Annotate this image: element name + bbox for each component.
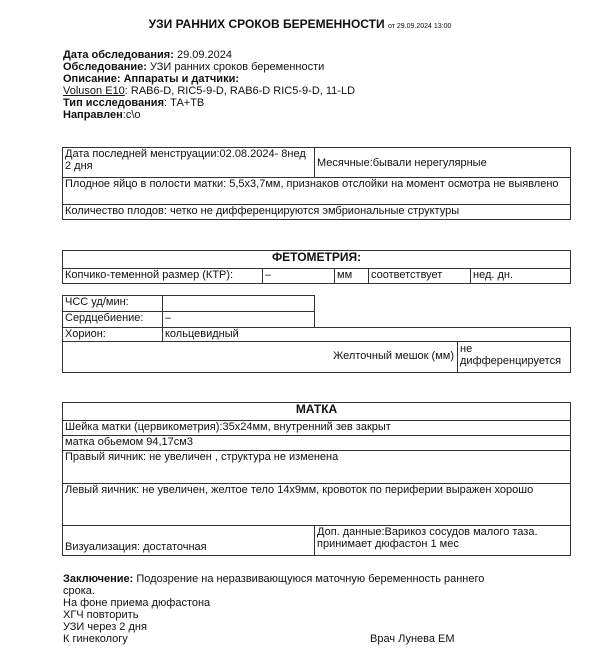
conclusion-line-4: ХГЧ повторить bbox=[63, 609, 139, 621]
visualization-cell: Визуализация: достаточная bbox=[63, 526, 315, 556]
title-text: УЗИ РАННИХ СРОКОВ БЕРЕМЕННОСТИ bbox=[148, 17, 385, 31]
type-value: : ТА+ТВ bbox=[163, 97, 205, 109]
devices-label: Аппараты и датчики: bbox=[123, 73, 240, 85]
doctor-name: Врач Лунева ЕМ bbox=[370, 633, 455, 645]
right-ovary-cell: Правый яичник: не увеличен , структура не изменена bbox=[63, 451, 571, 484]
uterus-heading: МАТКА bbox=[63, 403, 571, 421]
ktr-unit: мм bbox=[335, 269, 369, 284]
title-date: от 29.09.2024 13:00 bbox=[387, 23, 452, 30]
chorion-value: кольцевидный bbox=[163, 328, 571, 342]
yolk-label: Желточный мешок (мм) bbox=[333, 350, 454, 362]
device-name: Voluson E10 bbox=[63, 85, 125, 97]
fetus-count-cell: Количество плодов: четко не дифференцируются эмбриональные структуры bbox=[63, 205, 571, 220]
heartbeat-spacer bbox=[315, 312, 571, 328]
hr-spacer bbox=[315, 296, 571, 312]
desc-label: Описание: bbox=[63, 73, 121, 85]
hr-value bbox=[163, 296, 315, 312]
pregnancy-table bbox=[62, 147, 571, 220]
uterus-table bbox=[62, 402, 571, 556]
fetometry-heading: ФЕТОМЕТРИЯ: bbox=[63, 251, 571, 269]
monthly-cell: Месячные:бывали нерегулярные bbox=[315, 148, 571, 178]
referral-value: :с\о bbox=[122, 109, 141, 121]
conclusion-label: Заключение: bbox=[63, 573, 134, 585]
exam-date-value: 29.09.2024 bbox=[176, 49, 233, 61]
exam-label: Обследование: bbox=[63, 61, 147, 73]
ktr-value: – bbox=[263, 269, 335, 284]
conclusion-line-2: срока. bbox=[63, 585, 95, 597]
exam-date-label: Дата обследования: bbox=[63, 49, 174, 61]
heartbeat-label: Сердцебиение: bbox=[63, 312, 163, 328]
type-row bbox=[63, 97, 583, 109]
page-title bbox=[0, 18, 600, 33]
ktr-label: Копчико-теменной размер (КТР): bbox=[63, 269, 263, 284]
lmp-cell: Дата последней менструации:02.08.2024- 8нед 2 дня bbox=[63, 148, 315, 178]
devices-row bbox=[63, 85, 583, 97]
exam-value: УЗИ ранних сроков беременности bbox=[149, 61, 325, 73]
conclusion-line-3: На фоне приема дюфастона bbox=[63, 597, 211, 609]
desc-row bbox=[63, 73, 583, 85]
yolk-row bbox=[63, 342, 571, 373]
yolk-value: не дифференцируется bbox=[457, 342, 570, 372]
type-label: Тип исследования bbox=[63, 97, 164, 109]
referral-label: Направлен bbox=[63, 109, 123, 121]
referral-row bbox=[63, 109, 583, 121]
conclusion bbox=[63, 573, 583, 645]
conclusion-text-1: Подозрение на неразвивающуюся маточную беременность раннего bbox=[136, 573, 485, 585]
heartbeat-value: – bbox=[163, 312, 315, 328]
fetometry-detail-table bbox=[62, 295, 571, 373]
device-probes: : RAB6-D, RIC5-9-D, RAB6-D RIC5-9-D, 11-LD bbox=[124, 85, 356, 97]
chorion-label: Хорион: bbox=[63, 328, 163, 342]
cervix-cell: Шейка матки (цервикометрия):35х24мм, внутренний зев закрыт bbox=[63, 421, 571, 436]
conclusion-line-1 bbox=[63, 573, 583, 585]
conclusion-line-5: УЗИ через 2 дня bbox=[63, 621, 147, 633]
exam-info bbox=[63, 49, 583, 121]
hr-label: ЧСС уд/мин: bbox=[63, 296, 163, 312]
conclusion-line-6: К гинекологу bbox=[63, 633, 128, 645]
ktr-corr: соответствует bbox=[369, 269, 471, 284]
egg-cell: Плодное яйцо в полости матки: 5,5х3,7мм, признаков отслойки на момент осмотра не выявлено bbox=[63, 178, 571, 205]
exam-date-row bbox=[63, 49, 583, 61]
ktr-weeks: нед. дн. bbox=[471, 269, 571, 284]
extra-cell: Доп. данные:Варикоз сосудов малого таза. принимает дюфастон 1 мес bbox=[315, 526, 571, 556]
exam-row bbox=[63, 61, 583, 73]
volume-cell: матка обьемом 94,17см3 bbox=[63, 436, 571, 451]
left-ovary-cell: Левый яичник: не увеличен, желтое тело 14х9мм, кровоток по периферии выражен хорошо bbox=[63, 484, 571, 526]
fetometry-table bbox=[62, 250, 571, 284]
